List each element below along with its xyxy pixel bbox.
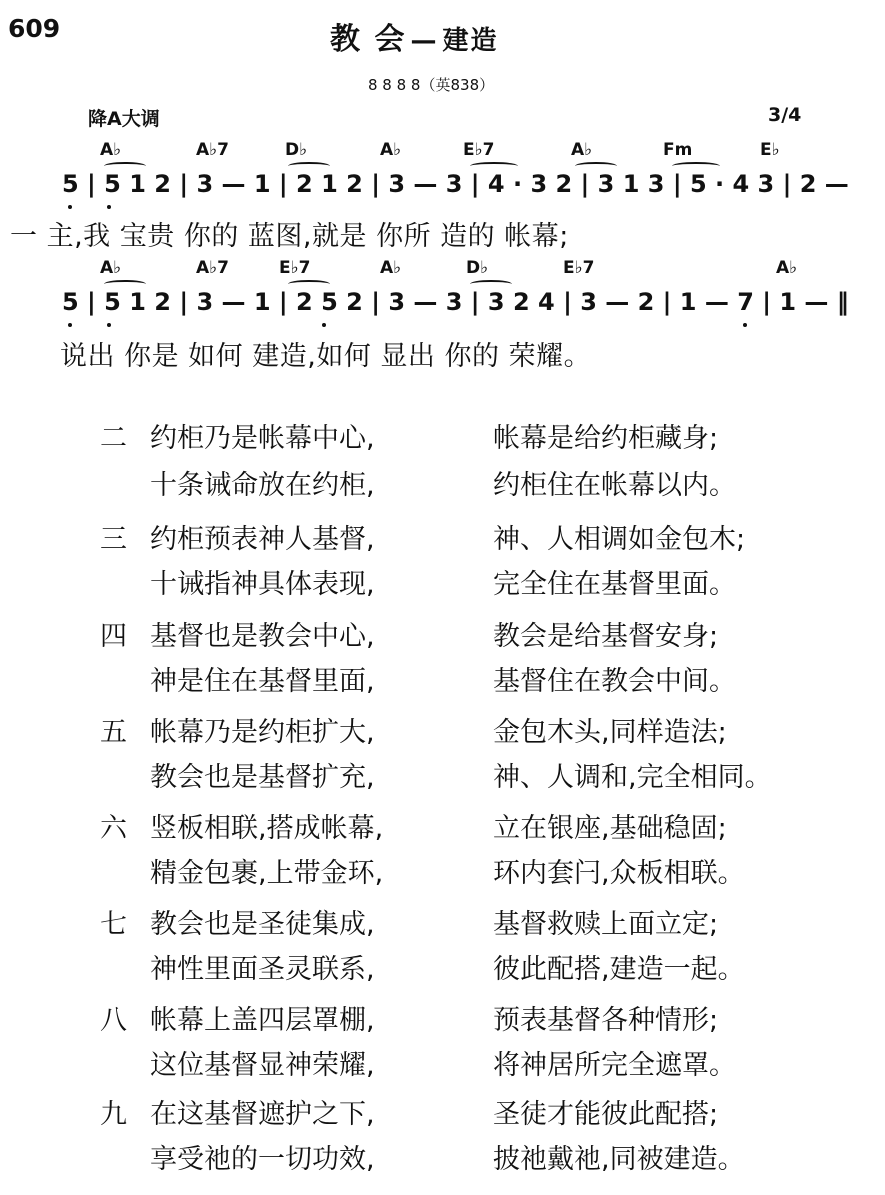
verse-line: 这位基督显神荣耀, <box>150 1050 375 1081</box>
verse-line: 环内套闩,众板相联。 <box>493 858 745 889</box>
verse-line: 帐幕乃是约柜扩大, <box>150 717 375 748</box>
notation-line: 5 | 5 1 2 | 3 — 1 | 2 1 2 | 3 — 3 | 4 · 3 2 | 3 1 3 | 5 · 4 3 | 2 — <box>62 170 849 198</box>
key-signature: 降A大调 <box>88 108 160 130</box>
low-octave-dot <box>68 323 72 327</box>
slur-mark <box>470 162 518 170</box>
slur-mark <box>288 280 330 288</box>
chord-symbol: Fm <box>663 140 693 160</box>
stanza-number: 五 <box>100 717 127 748</box>
chord-symbol: A♭7 <box>196 258 230 278</box>
hymn-number: 609 <box>8 14 61 43</box>
low-octave-dot <box>68 205 72 209</box>
verse-line: 十诫指神具体表现, <box>150 569 375 600</box>
low-octave-dot <box>107 205 111 209</box>
notation-line: 5 | 5 1 2 | 3 — 1 | 2 5 2 | 3 — 3 | 3 2 4 | 3 — 2 | 1 — 7 | 1 — ‖ <box>62 288 849 316</box>
verse-line: 享受祂的一切功效, <box>150 1144 375 1175</box>
chord-symbol: E♭7 <box>563 258 595 278</box>
stanza-number: 二 <box>100 423 127 454</box>
verse-line: 竖板相联,搭成帐幕, <box>150 813 384 844</box>
chord-symbol: A♭ <box>776 258 798 278</box>
time-signature: 3/4 <box>768 104 802 126</box>
stanza-number: 八 <box>100 1005 127 1036</box>
verse-line: 神、人相调如金包木; <box>493 524 746 555</box>
stanza-number: 四 <box>100 621 127 652</box>
slur-mark <box>575 162 617 170</box>
verse-line: 神性里面圣灵联系, <box>150 954 375 985</box>
stanza-number: 九 <box>100 1099 127 1130</box>
chord-symbol: A♭7 <box>196 140 230 160</box>
stanza-number: 六 <box>100 813 127 844</box>
title-subtitle: 建造 <box>442 26 499 56</box>
low-octave-dot <box>322 323 326 327</box>
verse-line: 约柜住在帐幕以内。 <box>493 470 736 501</box>
chord-symbol: D♭ <box>285 140 308 160</box>
verse-line: 教会也是圣徒集成, <box>150 909 375 940</box>
verse-line: 精金包裹,上带金环, <box>150 858 384 889</box>
low-octave-dot <box>743 323 747 327</box>
chord-symbol: D♭ <box>466 258 489 278</box>
verse-line: 十条诫命放在约柜, <box>150 470 375 501</box>
verse-line: 圣徒才能彼此配搭; <box>493 1099 719 1130</box>
chord-symbol: E♭7 <box>279 258 311 278</box>
hymn-title <box>330 14 498 58</box>
verse-line: 立在银座,基础稳固; <box>493 813 727 844</box>
verse-line: 预表基督各种情形; <box>493 1005 719 1036</box>
verse-line: 在这基督遮护之下, <box>150 1099 375 1130</box>
chord-symbol: A♭ <box>100 258 122 278</box>
title-separator: — <box>410 26 439 56</box>
verse-line: 约柜预表神人基督, <box>150 524 375 555</box>
chord-symbol: A♭ <box>571 140 593 160</box>
lyric-line: 说出 你是 如何 建造,如何 显出 你的 荣耀。 <box>60 341 592 372</box>
chord-symbol: A♭ <box>100 140 122 160</box>
verse-line: 金包木头,同样造法; <box>493 717 727 748</box>
verse-line: 彼此配搭,建造一起。 <box>493 954 745 985</box>
slur-mark <box>104 162 146 170</box>
low-octave-dot <box>107 323 111 327</box>
verse-line: 完全住在基督里面。 <box>493 569 736 600</box>
slur-mark <box>672 162 720 170</box>
meter: 8 8 8 8（英838） <box>368 76 495 94</box>
verse-line: 神、人调和,完全相同。 <box>493 762 772 793</box>
stanza-number: 三 <box>100 524 127 555</box>
verse-line: 帐幕上盖四层罩棚, <box>150 1005 375 1036</box>
verse-line: 帐幕是给约柜藏身; <box>493 423 719 454</box>
lyric-line: 一 主,我 宝贵 你的 蓝图,就是 你所 造的 帐幕; <box>10 221 569 252</box>
verse-line: 基督也是教会中心, <box>150 621 375 652</box>
chord-symbol: A♭ <box>380 140 402 160</box>
verse-line: 约柜乃是帐幕中心, <box>150 423 375 454</box>
title-main: 教 会 <box>330 22 407 57</box>
slur-mark <box>470 280 512 288</box>
verse-line: 基督救赎上面立定; <box>493 909 719 940</box>
verse-line: 基督住在教会中间。 <box>493 666 736 697</box>
slur-mark <box>104 280 146 288</box>
verse-line: 教会也是基督扩充, <box>150 762 375 793</box>
verse-line: 将神居所完全遮罩。 <box>493 1050 736 1081</box>
chord-symbol: E♭ <box>760 140 780 160</box>
verse-line: 教会是给基督安身; <box>493 621 719 652</box>
verse-line: 披祂戴祂,同被建造。 <box>493 1144 745 1175</box>
slur-mark <box>288 162 330 170</box>
chord-symbol: A♭ <box>380 258 402 278</box>
chord-symbol: E♭7 <box>463 140 495 160</box>
verse-line: 神是住在基督里面, <box>150 666 375 697</box>
stanza-number: 七 <box>100 909 127 940</box>
